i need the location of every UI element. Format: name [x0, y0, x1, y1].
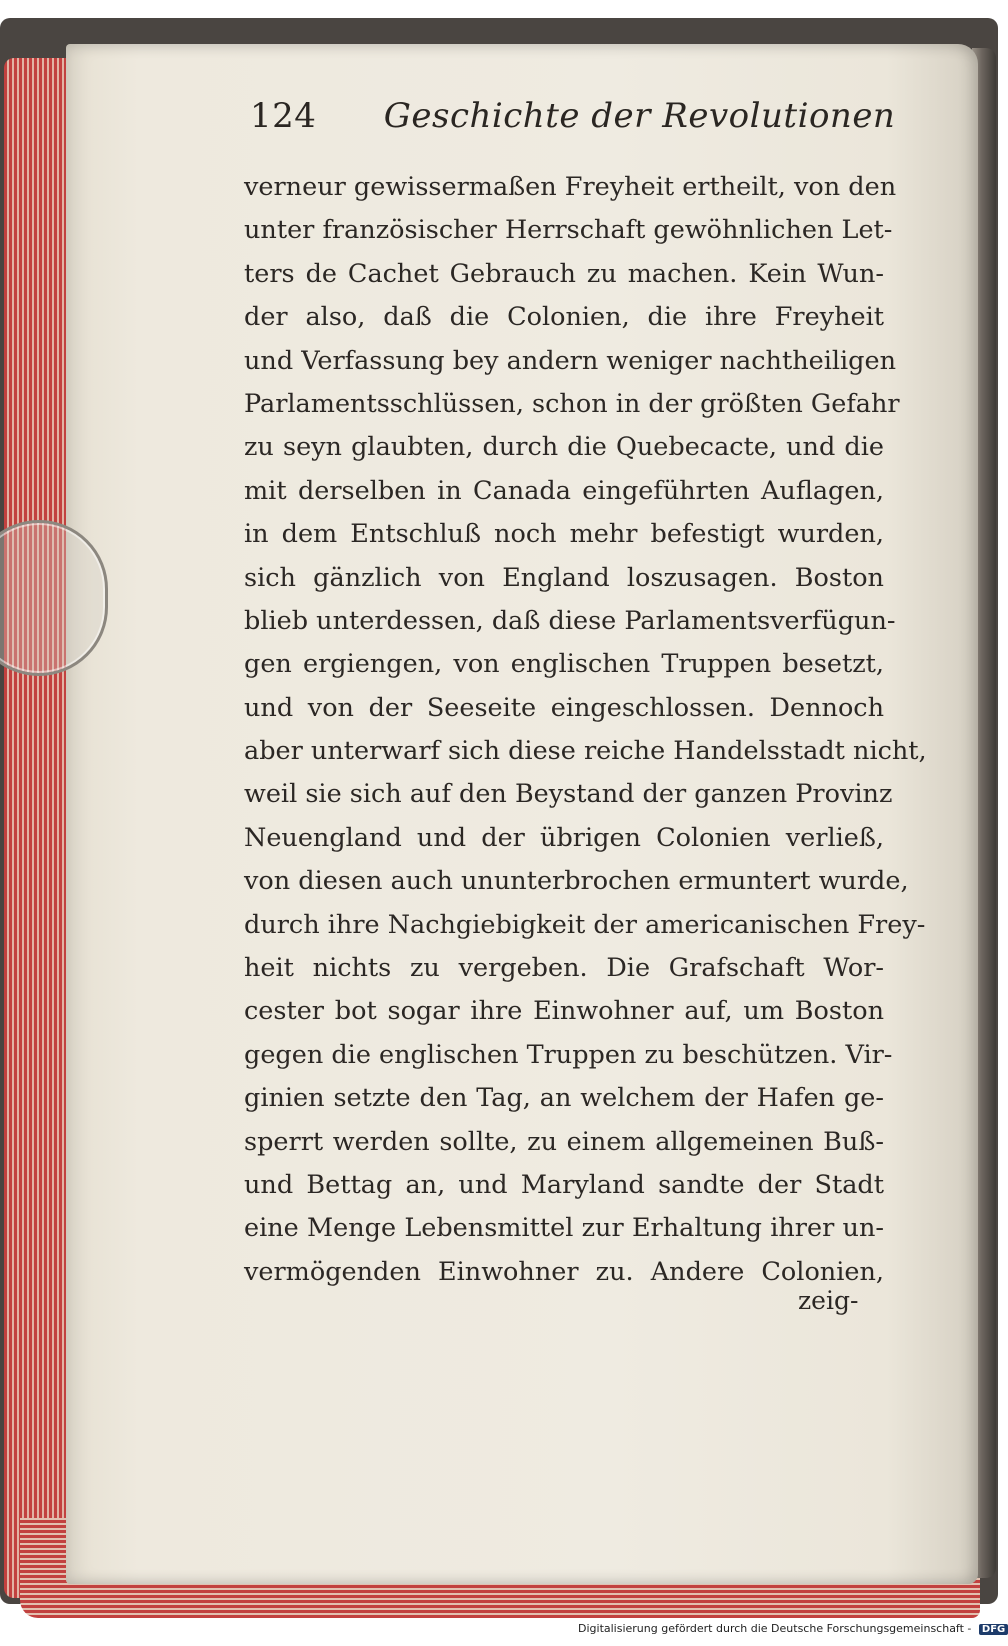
credit-text: Digitalisierung gefördert durch die Deutsche Forschungsgemeinschaft -: [578, 1622, 972, 1635]
text-line: sich gänzlich von England loszusagen. Boston: [244, 562, 884, 593]
text-line: blieb unterdessen, daß diese Parlamentsverfügun-: [244, 605, 896, 636]
text-line: heit nichts zu vergeben. Die Grafschaft Wor-: [244, 953, 884, 984]
text-line: zu seyn glaubten, durch die Quebecacte, und die: [244, 432, 884, 463]
dfg-logo: DFG: [979, 1624, 1008, 1635]
text-line: eine Menge Lebensmittel zur Erhaltung ihrer un-: [244, 1213, 884, 1244]
text-line: unter französischer Herrschaft gewöhnlichen Let-: [244, 215, 893, 246]
text-line: ters de Cachet Gebrauch zu machen. Kein Wun-: [244, 258, 884, 289]
text-line: der also, daß die Colonien, die ihre Freyheit: [244, 302, 884, 333]
page-edges-left: [4, 58, 70, 1598]
text-line: cester bot sogar ihre Einwohner auf, um Boston: [244, 996, 884, 1027]
text-line: und Verfassung bey andern weniger nachtheiligen: [244, 345, 897, 376]
text-line: ginien setzte den Tag, an welchem der Hafen ge-: [244, 1083, 884, 1114]
catchword: zeig-: [798, 1286, 859, 1315]
text-line: und von der Seeseite eingeschlossen. Dennoch: [244, 692, 884, 723]
text-line: verneur gewissermaßen Freyheit ertheilt, von den: [244, 172, 897, 202]
text-line: gegen die englischen Truppen zu beschützen. Vir-: [244, 1039, 893, 1070]
body-text: [244, 166, 927, 1294]
text-line: mit derselben in Canada eingeführten Auflagen,: [244, 475, 884, 506]
text-line: von diesen auch ununterbrochen ermuntert wurde,: [244, 866, 909, 897]
text-line: gen ergiengen, von englischen Truppen besetzt,: [244, 649, 884, 680]
text-line: sperrt werden sollte, zu einem allgemeinen Buß-: [244, 1126, 884, 1157]
text-line: weil sie sich auf den Beystand der ganzen Provinz: [244, 779, 893, 810]
running-title: Geschichte der Revolutionen: [383, 96, 896, 136]
text-line: Parlamentsschlüssen, schon in der größten Gefahr: [244, 388, 900, 419]
text-line: Neuengland und der übrigen Colonien verließ,: [244, 822, 884, 853]
text-line: und Bettag an, und Maryland sandte der Stadt: [244, 1169, 884, 1200]
page-header: [250, 96, 896, 146]
digitization-credit: [578, 1622, 1008, 1635]
text-line: vermögenden Einwohner zu. Andere Colonien,: [244, 1256, 884, 1287]
text-line: durch ihre Nachgiebigkeit der americanischen Frey-: [244, 909, 926, 940]
text-line: aber unterwarf sich diese reiche Handelsstadt nicht,: [244, 736, 927, 767]
text-line: in dem Entschluß noch mehr befestigt wurden,: [244, 519, 884, 550]
page-number: 124: [250, 96, 317, 136]
